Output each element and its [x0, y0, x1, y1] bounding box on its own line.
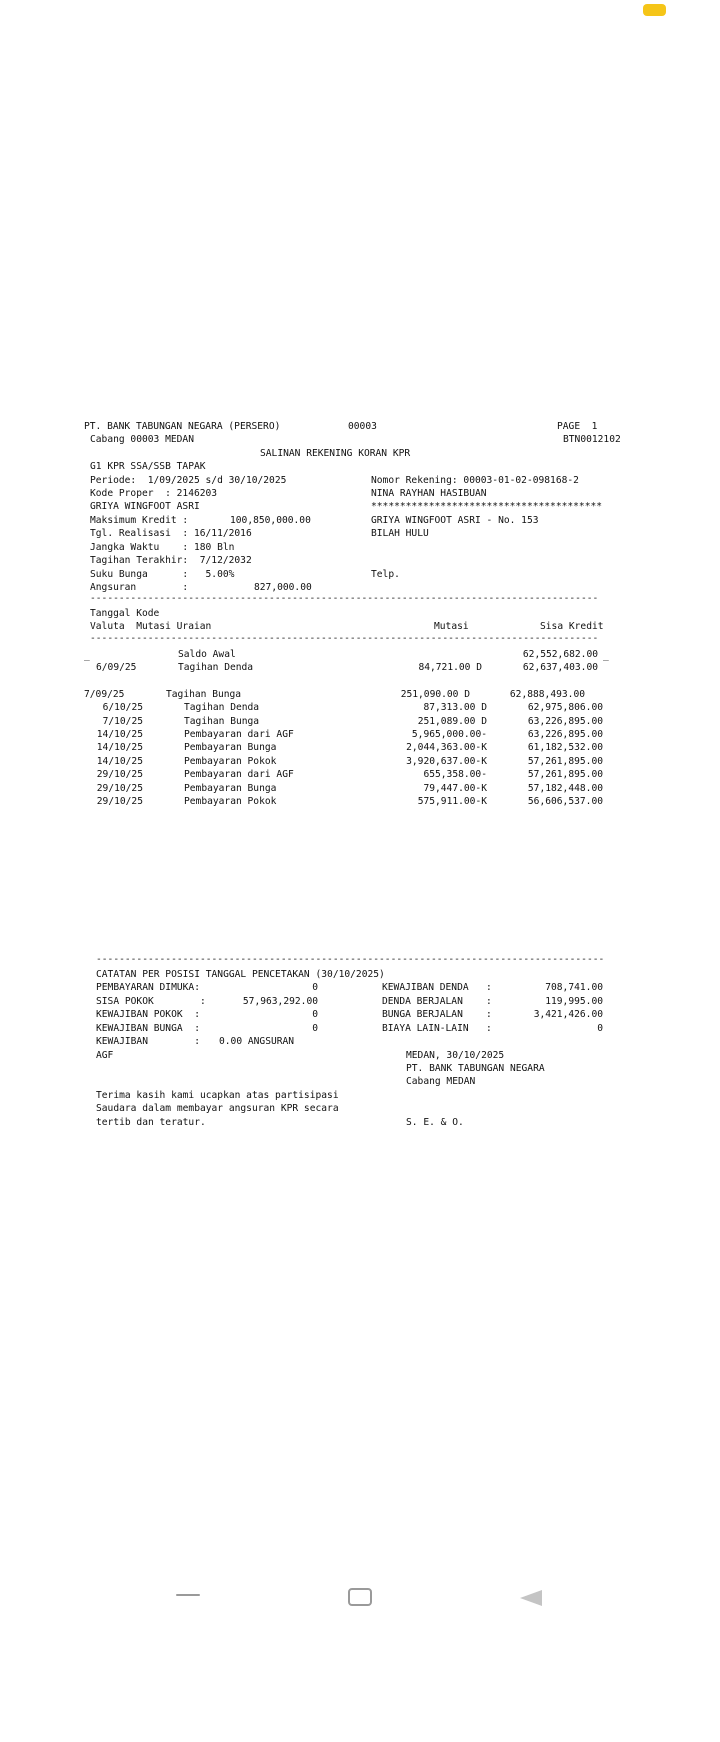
tagihan-terakhir: Tagihan Terakhir: 7/12/2032 [90, 555, 252, 566]
row-sisa: 57,261,895.00 [527, 769, 603, 780]
maks-kredit-value: 100,850,000.00 [230, 515, 311, 526]
row-desc: Tagihan Denda [184, 702, 260, 713]
row-desc: Pembayaran dari AGF [184, 729, 294, 740]
divider: ---------------------------------------------------------------------------------------- [90, 634, 599, 644]
kewajiban-pokok-label: KEWAJIBAN POKOK : [96, 1009, 200, 1020]
closing-line-2: Saudara dalam membayar angsuran KPR secara [96, 1103, 339, 1114]
row-sisa: 56,606,537.00 [527, 796, 603, 807]
row-mutasi: 2,044,363.00-K [406, 742, 487, 753]
suku-bunga: Suku Bunga : 5.00% [90, 569, 235, 580]
row-desc: Pembayaran Bunga [184, 742, 277, 753]
row-date: 6/10/25 [102, 702, 143, 713]
row-desc: Tagihan Denda [178, 662, 254, 673]
kewajiban-bunga-value: 0 [312, 1023, 318, 1034]
row-mutasi: 84,721.00 D [418, 662, 482, 673]
row-desc: Pembayaran Pokok [184, 756, 277, 767]
kode-proper: Kode Proper : 2146203 [90, 488, 218, 499]
row-date: 14/10/25 [96, 742, 143, 753]
branch-name: Cabang 00003 MEDAN [90, 434, 194, 445]
sisa-pokok-label: SISA POKOK : [96, 996, 206, 1007]
address-line-2: BILAH HULU [371, 528, 429, 539]
bunga-berjalan-value: 3,421,426.00 [533, 1009, 603, 1020]
biaya-lain-label: BIAYA LAIN-LAIN : [382, 1023, 492, 1034]
row-desc: Pembayaran Pokok [184, 796, 277, 807]
navigation-bar [0, 1580, 720, 1600]
signature-branch: Cabang MEDAN [406, 1076, 476, 1087]
project: GRIYA WINGFOOT ASRI [90, 501, 200, 512]
row-date: 29/10/25 [96, 783, 143, 794]
closing-line-3: tertib dan teratur. [96, 1117, 206, 1128]
saldo-awal-label: Saldo Awal [178, 649, 236, 660]
row-mutasi: 3,920,637.00-K [406, 756, 487, 767]
row-desc: Pembayaran Bunga [184, 783, 277, 794]
closing-line-1: Terima kasih kami ucapkan atas partisipasi [96, 1090, 339, 1101]
column-mutasi: Mutasi [434, 621, 469, 632]
kewajiban-denda-value: 708,741.00 [545, 982, 603, 993]
row-date: 14/10/25 [96, 729, 143, 740]
row-date: 6/09/25 [96, 662, 137, 673]
branch-code: 00003 [348, 421, 377, 432]
pembayaran-dimuka-value: 0 [312, 982, 318, 993]
divider: ---------------------------------------------------------------------------------------- [90, 594, 599, 604]
row-mutasi: 79,447.00-K [423, 783, 487, 794]
row-sisa: 62,888,493.00 [509, 689, 585, 700]
row-date: 14/10/25 [96, 756, 143, 767]
biaya-lain-value: 0 [597, 1023, 603, 1034]
denda-berjalan-value: 119,995.00 [545, 996, 603, 1007]
row-date: 29/10/25 [96, 796, 143, 807]
signature-bank: PT. BANK TABUNGAN NEGARA [406, 1063, 545, 1074]
row-mutasi: 251,090.00 D [400, 689, 470, 700]
row-sisa: 63,226,895.00 [527, 729, 603, 740]
telp: Telp. [371, 569, 400, 580]
column-sisa-kredit: Sisa Kredit [540, 621, 604, 632]
row-mutasi: 575,911.00-K [417, 796, 487, 807]
customer-name: NINA RAYHAN HASIBUAN [371, 488, 487, 499]
angsuran-value: 827,000.00 [254, 582, 312, 593]
kewajiban-pokok-value: 0 [312, 1009, 318, 1020]
bunga-berjalan-label: BUNGA BERJALAN : [382, 1009, 492, 1020]
bank-name: PT. BANK TABUNGAN NEGARA (PERSERO) [84, 421, 281, 432]
back-icon[interactable] [520, 1590, 542, 1606]
status-indicator [643, 4, 666, 16]
kewajiban-denda-label: KEWAJIBAN DENDA : [382, 982, 492, 993]
denda-berjalan-label: DENDA BERJALAN : [382, 996, 492, 1007]
row-sisa: 61,182,532.00 [527, 742, 603, 753]
home-icon[interactable] [348, 1588, 372, 1606]
agf-label: AGF [96, 1050, 114, 1061]
address-line-1: GRIYA WINGFOOT ASRI - No. 153 [371, 515, 539, 526]
saldo-awal-value: 62,552,682.00 [522, 649, 598, 660]
row-sisa: 57,261,895.00 [527, 756, 603, 767]
row-date: 7/10/25 [102, 716, 143, 727]
row-date: 7/09/25 [84, 689, 125, 700]
kewajiban-value: 0.00 ANGSURAN [219, 1036, 295, 1047]
signature-place-date: MEDAN, 30/10/2025 [406, 1050, 505, 1061]
page-label: PAGE 1 [557, 421, 598, 432]
row-mutasi: 5,965,000.00- [411, 729, 487, 740]
row-sisa: 63,226,895.00 [527, 716, 603, 727]
recent-apps-icon[interactable] [176, 1594, 200, 1596]
divider: ---------------------------------------------------------------------------------------- [96, 955, 605, 965]
table-head-1: Tanggal Kode [90, 608, 160, 619]
kewajiban-bunga-label: KEWAJIBAN BUNGA : [96, 1023, 200, 1034]
doc-id: BTN0012102 [563, 434, 621, 445]
row-mutasi: 87,313.00 D [423, 702, 487, 713]
row-desc: Pembayaran dari AGF [184, 769, 294, 780]
nomor-rekening: Nomor Rekening: 00003-01-02-098168-2 [371, 475, 579, 486]
row-sisa: 57,182,448.00 [527, 783, 603, 794]
document-title: SALINAN REKENING KORAN KPR [260, 448, 411, 459]
signature-code: S. E. & O. [406, 1117, 464, 1128]
periode: Periode: 1/09/2025 s/d 30/10/2025 [90, 475, 287, 486]
row-mutasi: 251,089.00 D [417, 716, 487, 727]
pembayaran-dimuka-label: PEMBAYARAN DIMUKA: [96, 982, 200, 993]
tgl-realisasi: Tgl. Realisasi : 16/11/2016 [90, 528, 252, 539]
row-sisa: 62,975,806.00 [527, 702, 603, 713]
row-mutasi: 655,358.00- [423, 769, 487, 780]
jangka-waktu: Jangka Waktu : 180 Bln [90, 542, 235, 553]
row-marker: _ [84, 650, 90, 661]
row-desc: Tagihan Bunga [166, 689, 242, 700]
sisa-pokok-value: 57,963,292.00 [242, 996, 318, 1007]
row-sisa: 62,637,403.00 [522, 662, 598, 673]
stars-separator: **************************************** [371, 501, 603, 512]
row-desc: Tagihan Bunga [184, 716, 260, 727]
product: G1 KPR SSA/SSB TAPAK [90, 461, 206, 472]
row-date: 29/10/25 [96, 769, 143, 780]
maks-kredit-label: Maksimum Kredit : [90, 515, 189, 526]
summary-title: CATATAN PER POSISI TANGGAL PENCETAKAN (30/10/2025) [96, 969, 385, 980]
angsuran-label: Angsuran : [90, 582, 189, 593]
kewajiban-label: KEWAJIBAN : [96, 1036, 200, 1047]
row-marker: _ [603, 650, 609, 661]
table-head-2: Valuta Mutasi Uraian [90, 621, 212, 632]
